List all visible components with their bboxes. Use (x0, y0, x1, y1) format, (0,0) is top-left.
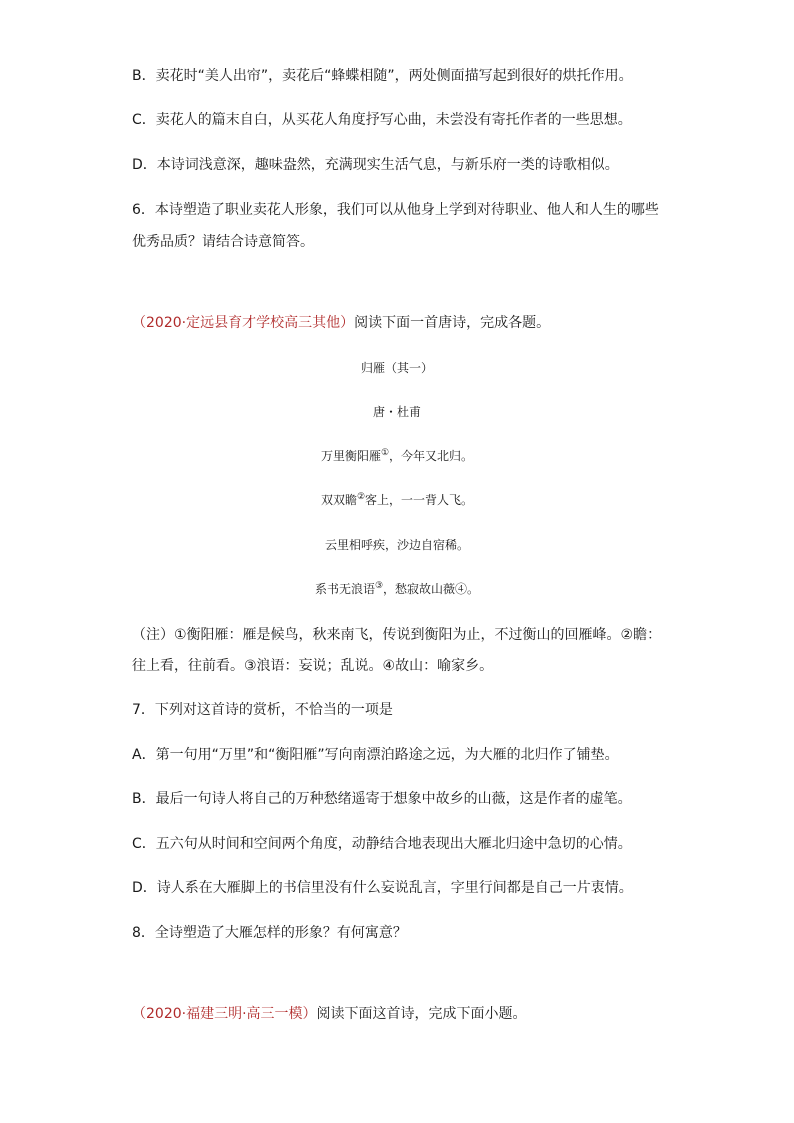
option-c-q7: C．五六句从时间和空间两个角度，动静结合地表现出大雁北归途中急切的心情。 (132, 836, 632, 852)
question-7: 7．下列对这首诗的赏析，不恰当的一项是 (132, 702, 393, 718)
poem-line-1-rest: ，今年又北归。 (389, 449, 474, 463)
poem-line-2-rest: 客上，一一背人飞。 (365, 493, 474, 507)
poem-note-3-mark: ③ (374, 581, 384, 591)
poem-line-2-text: 双双瞻 (320, 493, 357, 507)
option-d-q5: D．本诗词浅意深，趣味盎然，充满现实生活气息，与新乐府一类的诗歌相似。 (132, 157, 619, 173)
poem-note-1-mark: ① (380, 448, 390, 458)
option-d-q7: D．诗人系在大雁脚上的书信里没有什么妄说乱言，字里行间都是自己一片衷情。 (132, 880, 633, 896)
section-2-source: （2020·定远县育才学校高三其他） (132, 315, 355, 331)
poem-line-4-rest: ，愁寂故山薇④。 (383, 582, 480, 596)
poem-line-3 (0, 536, 794, 554)
option-b-q5: B．卖花时“美人出帘”，卖花后“蜂蝶相随”，两处侧面描写起到很好的烘托作用。 (132, 68, 633, 84)
poem-line-1-text: 万里衡阳雁 (320, 449, 381, 463)
poem-line-3-text: 云里相呼疾，沙边自宿稀。 (324, 538, 469, 552)
question-8: 8．全诗塑造了大雁怎样的形象？有何寓意？ (132, 925, 407, 941)
poem-title: 归雁（其一） (360, 361, 433, 375)
section-3-intro: 阅读下面这首诗，完成下面小题。 (316, 1006, 527, 1022)
poem-note-2-mark: ② (356, 492, 366, 502)
option-b-q7: B．最后一句诗人将自己的万种愁绪遥寄于想象中故乡的山薇，这是作者的虚笔。 (132, 791, 632, 807)
section-2-intro: 阅读下面一首唐诗，完成各题。 (354, 315, 551, 331)
section-3-header (132, 1004, 527, 1024)
section-3-source: （2020·福建三明·高三一模） (132, 1006, 317, 1022)
option-a-q7: A．第一句用“万里”和“衡阳雁”写向南漂泊路途之远，为大雁的北归作了铺垫。 (132, 747, 619, 763)
poem-line-1 (0, 447, 794, 465)
poem-notes-line-1: （注）①衡阳雁：雁是候鸟，秋来南飞，传说到衡阳为止，不过衡山的回雁峰。②瞻： (132, 627, 662, 643)
poem-line-4 (0, 580, 794, 598)
poem-line-4-text: 系书无浪语 (314, 582, 375, 596)
section-2-header (132, 313, 550, 333)
question-6-line-2: 优秀品质？请结合诗意简答。 (132, 234, 314, 250)
poem-line-2 (0, 491, 794, 509)
poem-notes-line-2: 往上看，往前看。③浪语：妄说；乱说。④故山：喻家乡。 (132, 658, 494, 674)
poem-author: 唐・杜甫 (372, 405, 421, 419)
option-c-q5: C．卖花人的篇末自白，从买花人角度抒写心曲，未尝没有寄托作者的一些思想。 (132, 112, 632, 128)
question-6-line-1: 6．本诗塑造了职业卖花人形象，我们可以从他身上学到对待职业、他人和人生的哪些 (132, 202, 659, 218)
